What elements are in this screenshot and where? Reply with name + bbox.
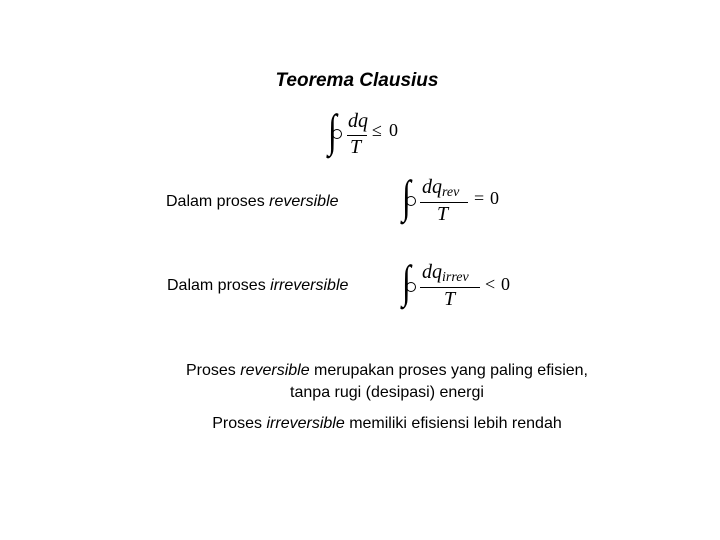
subscript: irrev (442, 270, 469, 285)
statement-irreversible-term: irreversible (266, 415, 345, 432)
subscript: rev (442, 185, 460, 200)
statement-reversible (0, 360, 720, 404)
rhs-value: 0 (389, 120, 398, 140)
integral-sign: ∫ (402, 171, 411, 222)
denominator: T (444, 288, 456, 310)
numerator: dqrev (422, 176, 460, 200)
irreversible-label (167, 277, 348, 295)
relation-sign: < (485, 274, 496, 294)
reversible-formula (402, 171, 512, 228)
relation-sign: ≤ (372, 120, 382, 140)
statement-irreversible: Proses irreversible memiliki efisiensi lebih rendah (212, 415, 562, 432)
relation-sign: = (474, 188, 485, 208)
statement-reversible-term: reversible (240, 362, 310, 379)
statement-reversible-line1: Proses reversible merupakan proses yang paling efisien, (186, 362, 588, 379)
rhs-value: 0 (501, 274, 510, 294)
irreversible-label-prefix: Dalam proses (167, 277, 271, 294)
integral-sign: ∫ (402, 256, 411, 307)
irreversible-formula (402, 256, 517, 313)
slide-title: Teorema Clausius (275, 70, 439, 91)
numerator: dq (348, 110, 368, 132)
reversible-term: reversible (269, 193, 339, 210)
denominator: T (437, 203, 449, 225)
reversible-label (166, 193, 339, 211)
numerator: dqirrev (422, 261, 469, 285)
reversible-label-prefix: Dalam proses (166, 193, 270, 210)
integral-sign: ∫ (328, 105, 337, 156)
closed-contour-icon (406, 196, 416, 206)
rhs-value: 0 (490, 188, 499, 208)
denominator: T (350, 136, 362, 158)
clausius-inequality (328, 105, 408, 158)
irreversible-term: irreversible (270, 277, 349, 294)
statement-reversible-line2: tanpa rugi (desipasi) energi (290, 384, 484, 401)
closed-contour-icon (332, 129, 342, 139)
closed-contour-icon (406, 282, 416, 292)
